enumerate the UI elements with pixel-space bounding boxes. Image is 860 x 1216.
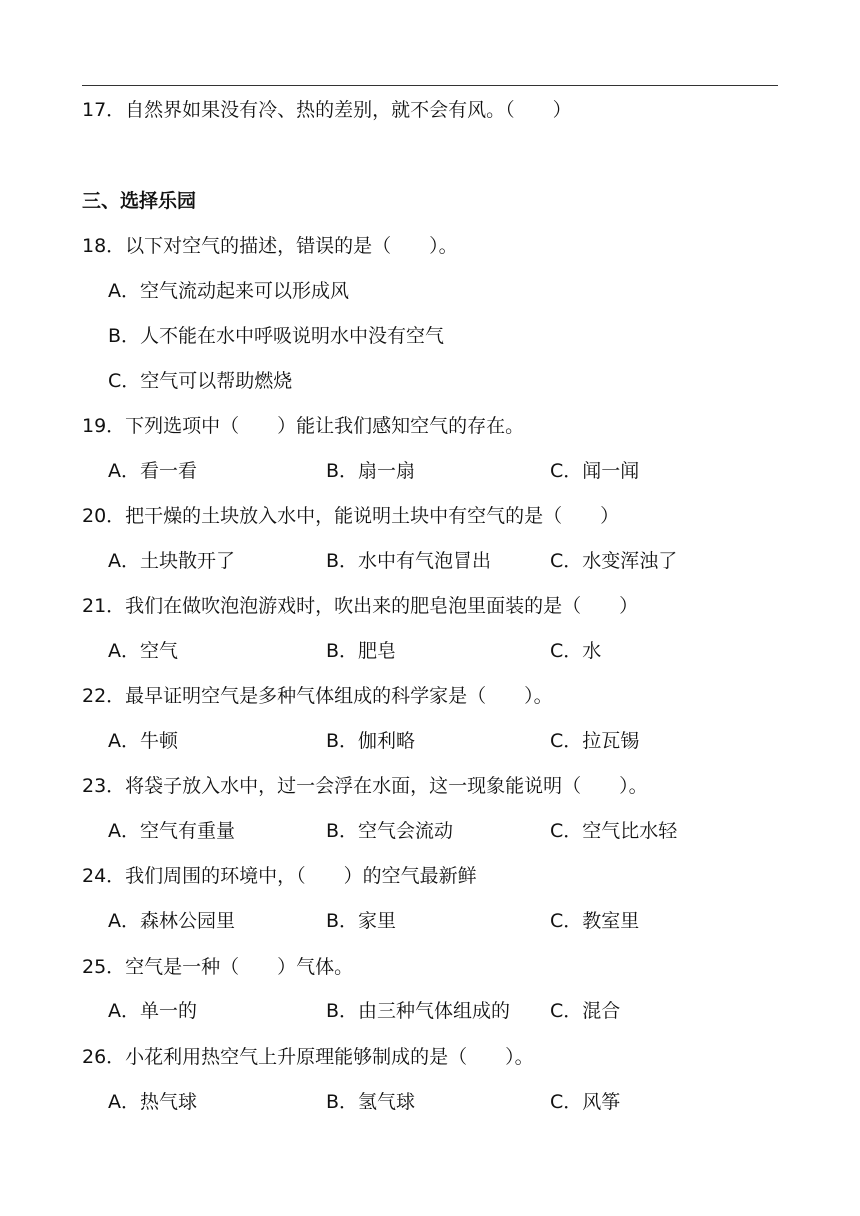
question-26-stem: 26．小花利用热空气上升原理能够制成的是（ ）。: [82, 1046, 534, 1068]
question-20-option-a: A．土块散开了: [108, 550, 235, 572]
question-21-option-c: C．水: [550, 640, 602, 662]
question-23-stem: 23．将袋子放入水中，过一会浮在水面，这一现象能说明（ ）。: [82, 775, 648, 797]
question-24-stem: 24．我们周围的环境中，（ ）的空气最新鲜: [82, 865, 477, 887]
question-24-option-b: B．家里: [326, 910, 397, 932]
header-rule: [82, 85, 778, 86]
question-19-option-c: C．闻一闻: [550, 460, 640, 482]
question-22-stem: 22．最早证明空气是多种气体组成的科学家是（ ）。: [82, 685, 553, 707]
question-22-option-c: C．拉瓦锡: [550, 730, 640, 752]
question-23-option-b: B．空气会流动: [326, 820, 454, 842]
question-25-option-c: C．混合: [550, 1000, 621, 1022]
question-22-option-a: A．牛顿: [108, 730, 178, 752]
question-20-option-c: C．水变浑浊了: [550, 550, 678, 572]
question-17: 17．自然界如果没有冷、热的差别，就不会有风。（ ）: [82, 99, 572, 121]
question-26-option-a: A．热气球: [108, 1091, 197, 1113]
question-24-option-c: C．教室里: [550, 910, 640, 932]
question-25-stem: 25．空气是一种（ ）气体。: [82, 956, 354, 978]
question-23-option-a: A．空气有重量: [108, 820, 235, 842]
question-20-stem: 20．把干燥的土块放入水中，能说明土块中有空气的是（ ）: [82, 505, 620, 527]
question-21-option-a: A．空气: [108, 640, 178, 662]
question-18-stem: 18．以下对空气的描述，错误的是（ ）。: [82, 235, 458, 257]
question-20-option-b: B．水中有气泡冒出: [326, 550, 492, 572]
section-heading: 三、选择乐园: [82, 190, 197, 212]
question-18-option-c: C．空气可以帮助燃烧: [108, 370, 293, 392]
question-19-option-b: B．扇一扇: [326, 460, 416, 482]
question-19-stem: 19．下列选项中（ ）能让我们感知空气的存在。: [82, 415, 525, 437]
question-22-option-b: B．伽利略: [326, 730, 416, 752]
question-26-option-b: B．氢气球: [326, 1091, 416, 1113]
question-23-option-c: C．空气比水轻: [550, 820, 678, 842]
question-21-stem: 21．我们在做吹泡泡游戏时，吹出来的肥皂泡里面装的是（ ）: [82, 595, 639, 617]
question-25-option-a: A．单一的: [108, 1000, 197, 1022]
question-24-option-a: A．森林公园里: [108, 910, 235, 932]
question-18-option-b: B．人不能在水中呼吸说明水中没有空气: [108, 325, 445, 347]
question-18-option-a: A．空气流动起来可以形成风: [108, 280, 349, 302]
question-21-option-b: B．肥皂: [326, 640, 397, 662]
question-26-option-c: C．风筝: [550, 1091, 621, 1113]
question-19-option-a: A．看一看: [108, 460, 197, 482]
question-25-option-b: B．由三种气体组成的: [326, 1000, 511, 1022]
